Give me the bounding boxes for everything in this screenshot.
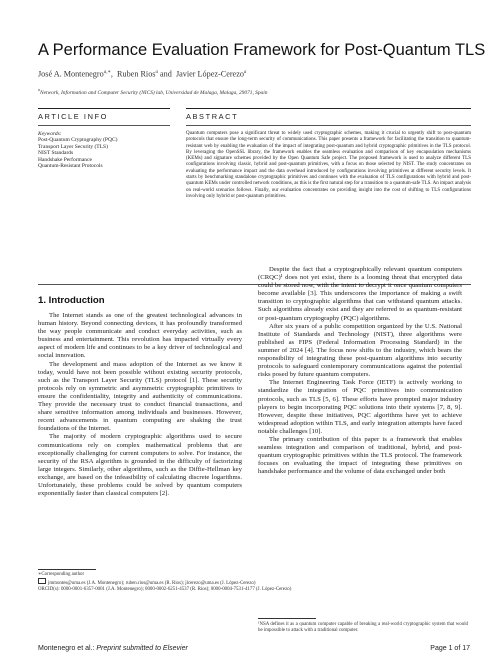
author-marks: a: [243, 70, 247, 75]
paragraph: The majority of modern cryptographic algorithms used to secure communications rely on complex mathematical problems that are exceptionally challenging for current computers to solve. For instance, the security of the RSA algorithm is grounded in the difficulty of factorizing large integers. Similarly, other algorithms, such as the Diffie-Hellman key exchange, are based on the infeasibility of calculating discrete logarithms. Unfortunately, these problems could be solved by quantum computers exponentially faster than classical computers [2].: [38, 433, 242, 498]
paragraph: The development and mass adoption of the Internet as we know it today, would have not been possible without existing security protocols, such as the Transport Layer Security (TLS) protocol [1]. These security protocols rely on symmetric and asymmetric cryptographic primitives to ensure the confidentiality, integrity and authenticity of communications. They provide the necessary trust to conduct financial transactions, and share sensitive information among individuals and businesses. However, recent advancements in quantum computing are shaking the trust foundations of the Internet.: [38, 360, 242, 433]
paragraph: The Internet stands as one of the greatest technological advances in human history. Beyond connecting devices, it has profoundly transformed the way people communicate and conduct everyday activities, such as business and entertainment. This revolution has impacted virtually every aspect of modern life and continues to be a key driver of technological and social innovation.: [38, 312, 242, 360]
keyword: Handshake Performance: [38, 156, 92, 163]
orcid-ids: ORCID(s): 0000-0001-6357-0001 (J.A. Montenegro); 0000-0002-6251-4537 (R. Rios); 0000-0004-7531-4177 (J. López-Cerezo): [38, 587, 292, 593]
author-name: Javier López-Cerezo: [175, 69, 244, 79]
affiliation-text: Network, Information and Computer Security (NICS) lab, Universidad de Malaga, Malaga, 29071, Spain: [40, 89, 268, 96]
article-info-heading: ARTICLE INFO: [38, 112, 108, 121]
author-marks: a: [155, 70, 158, 75]
author-list: José A. Montenegro$^{a,∗}$, Ruben Rios$^a$ and Javier López-Cerezo$^a$: [38, 69, 247, 79]
footer-authors: Montenegro et al.:: [38, 645, 95, 652]
footnote-rule: [258, 618, 316, 619]
footnote-rule: [38, 569, 96, 570]
corresponding-author-note: ∗Corresponding author: [38, 572, 85, 577]
abstract-text: Quantum computers pose a significant threat to widely used cryptographic schemes, making it crucial to urgently shift to post-quantum protocols that ensure the long-term security of communications. This paper presents a framework for facilitating the transition to quantum-resistant web by enabling the evaluation of the impact of integrating post-quantum and hybrid cryptographic primitives in the TLS protocol. By leveraging the OpenSSL library, the framework enables the seamless evaluation and comparison of key encapsulation mechanisms (KEMs) and signature schemes provided by the Open Quantum Safe project. The proposed framework is used to analyze different TLS configurations involving classic, hybrid and post-quantum primitives, with a focus on those selected by NIST. The study concentrates on evaluating the performance impact and the data overhead introduced by configurations involving primitives at different security levels. It starts by benchmarking standalone cryptographic primitives and continues with the evaluation of TLS configurations with hybrid and post-quantum KEMs under controlled network conditions, as this is the first natural step for a transition to a quantum-safe TLS. An impact analysis on real-world scenarios follows. Finally, our evaluation concentrates on providing insight into the cost of shifting to TLS configurations involving only hybrid or post-quantum primitives.: [186, 131, 471, 199]
email-addresses: jmmontes@uma.es (J.A. Montenegro); ruben.rios@uma.es (R. Rios); jlcerezo@uma.es (J. López-Cerezo): [48, 581, 256, 587]
paragraph: The primary contribution of this paper is a framework that enables seamless integration and comparison of traditional, hybrid, and post-quantum cryptographic primitives within the TLS protocol. The framework focuses on evaluating the impact of integrating these primitives on handshake performance and the volume of data exchanged under both: [258, 435, 462, 476]
footer-note: Preprint submitted to Elsevier: [96, 645, 188, 652]
footnote-text: ¹NSA defines it as a quantum computer capable of breaking a real-world cryptographic system that would be impossible to attack with a traditional computer.: [258, 622, 468, 634]
keyword: Transport Layer Security (TLS): [38, 143, 108, 150]
abstract-sub-rule: [186, 125, 471, 126]
right-column: [258, 266, 462, 476]
author-footnotes: [38, 572, 292, 594]
abstract-top-rule: [186, 108, 471, 109]
keyword: Quantum-Resistant Protocols: [38, 163, 103, 170]
author-marks: a,∗: [103, 70, 111, 75]
author-name: José A. Montenegro: [38, 69, 104, 79]
affiliation-mark: a: [38, 87, 40, 92]
author-name: Ruben Rios: [117, 69, 156, 79]
article-info-sub-rule: [38, 125, 170, 126]
left-column: [38, 312, 242, 498]
paragraph: The Internet Engineering Task Force (IETF) is actively working to standardize the integration of PQC primitives into communication protocols, such as TLS [5, 6]. These efforts have prompted major industry players to begin incorporating PQC solutions into their systems [7, 8, 9]. However, despite these initiatives, PQC algorithms have yet to achieve widespread adoption within TLS, and early integration attempts have faced notable challenges [10].: [258, 379, 462, 435]
page-number: Page 1 of 17: [430, 645, 470, 652]
keyword: Post-Quantum Cryptography (PQC): [38, 137, 118, 144]
article-info-top-rule: [38, 108, 170, 109]
keywords-block: [38, 131, 117, 169]
affiliation: [38, 87, 267, 96]
keywords-title: Keywords:: [38, 131, 62, 137]
crqc-footnote: [258, 622, 468, 634]
section-heading-introduction: 1. Introduction: [38, 295, 105, 306]
paragraph: Despite the fact that a cryptographically relevant quantum computers (CRQC)¹ does not yet exist, there is a looming threat that encrypted data could be stored now, with the intent to decrypt it once quantum computers become available [3]. This underscores the importance of making a swift transition to cryptographic algorithms that can withstand quantum attacks. Such algorithms already exist and they are referred to as quantum-resistant or post-quantum cryptography (PQC) algorithms.: [258, 266, 462, 322]
paragraph: After six years of a public competition organized by the U.S. National Institute of Standards and Technology (NIST), three algorithms were published as FIPS (Federal Information Processing Standard) in the summer of 2024 [4]. The focus now shifts to the industry, which bears the responsibility of integrating these post-quantum algorithms into security protocols to safeguard contemporary communications against the potential risks posed by future quantum computers.: [258, 322, 462, 379]
paper-title: A Performance Evaluation Framework for Post-Quantum TLS: [38, 41, 486, 59]
keyword: NIST Standards: [38, 150, 74, 157]
abstract-heading: ABSTRACT: [186, 112, 239, 121]
email-icon: [38, 578, 46, 584]
